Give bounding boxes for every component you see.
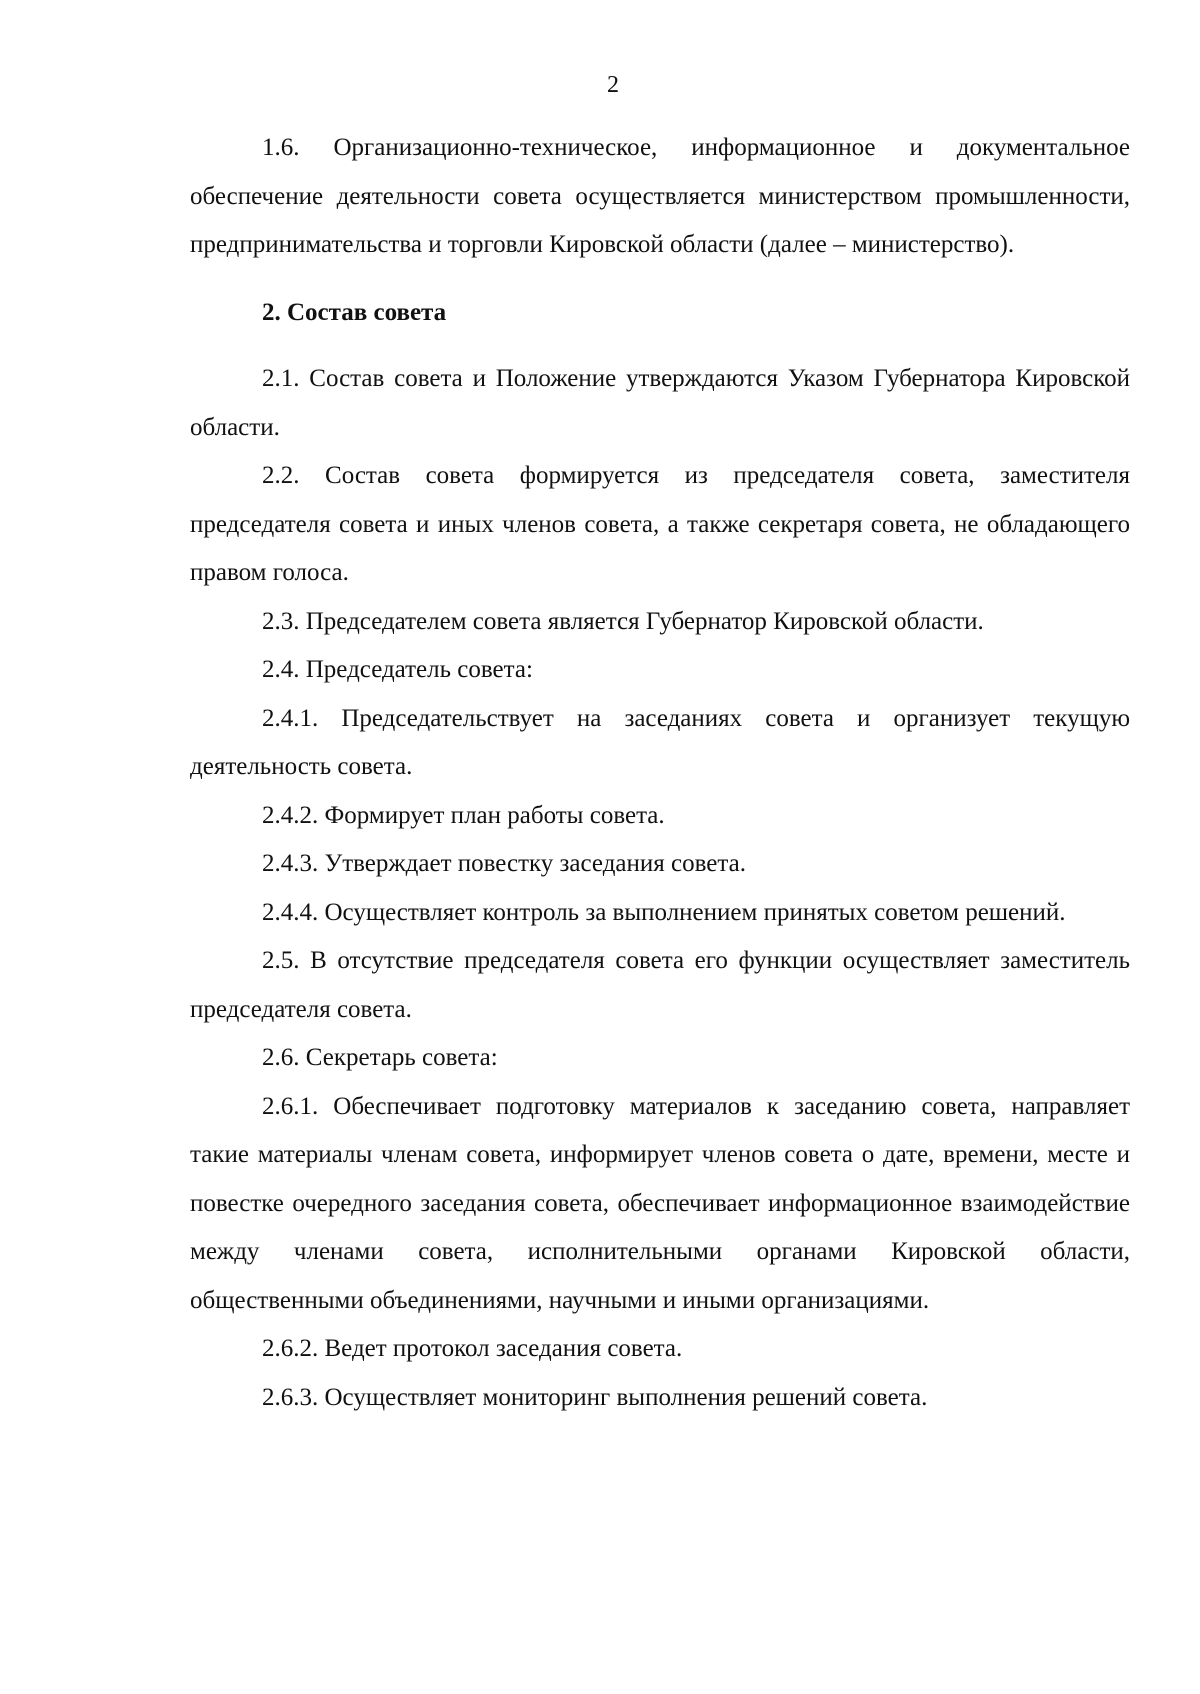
paragraph-2-6: 2.6. Секретарь совета: xyxy=(262,1044,498,1071)
paragraph-2-3: 2.3. Председателем совета является Губернатор Кировской области. xyxy=(262,607,984,635)
paragraph-2-5: 2.5. В отсутствие председателя совета его функции осуществляет заместитель председателя совета. xyxy=(190,947,1130,1023)
paragraph-2-4-3: 2.4.3. Утверждает повестку заседания совета. xyxy=(262,850,746,877)
paragraph-2-6-3: 2.6.3. Осуществляет мониторинг выполнения решений совета. xyxy=(262,1383,928,1411)
paragraph-2-4-2: 2.4.2. Формирует план работы совета. xyxy=(262,801,665,829)
paragraph-2-4-4: 2.4.4. Осуществляет контроль за выполнением принятых советом решений. xyxy=(262,898,1066,926)
section-title: 2. Состав совета xyxy=(262,298,447,326)
paragraph-2-1: 2.1. Состав совета и Положение утверждаются Указом Губернатора Кировской области. xyxy=(190,365,1130,441)
paragraph-2-6-2: 2.6.2. Ведет протокол заседания совета. xyxy=(262,1335,683,1362)
paragraph-1-6: 1.6. Организационно-техническое, информационное и документальное обеспечение деятельности совета осуществляется министерством промышленности, предпринимательства и торговли Кировской области (далее – министерство). xyxy=(190,134,1130,258)
paragraph-2-4: 2.4. Председатель совета: xyxy=(262,656,533,683)
page-number: 2 xyxy=(607,72,619,98)
paragraph-2-4-1: 2.4.1. Председательствует на заседаниях совета и организует текущую деятельность совета. xyxy=(190,704,1130,780)
paragraph-2-2: 2.2. Состав совета формируется из председателя совета, заместителя председателя совета и иных членов совета, а также секретаря совета, не обладающего правом голоса. xyxy=(190,462,1130,586)
document-body xyxy=(190,124,1130,1422)
paragraph-2-6-1: 2.6.1. Обеспечивает подготовку материалов к заседанию совета, направляет такие материалы членам совета, информирует членов совета о дате, времени, месте и повестке очередного заседания совета, обеспечивает информационное взаимодействие между членами совета, исполнительными органами Кировской области, общественными объединениями, научными и иными организациями. xyxy=(190,1092,1130,1314)
